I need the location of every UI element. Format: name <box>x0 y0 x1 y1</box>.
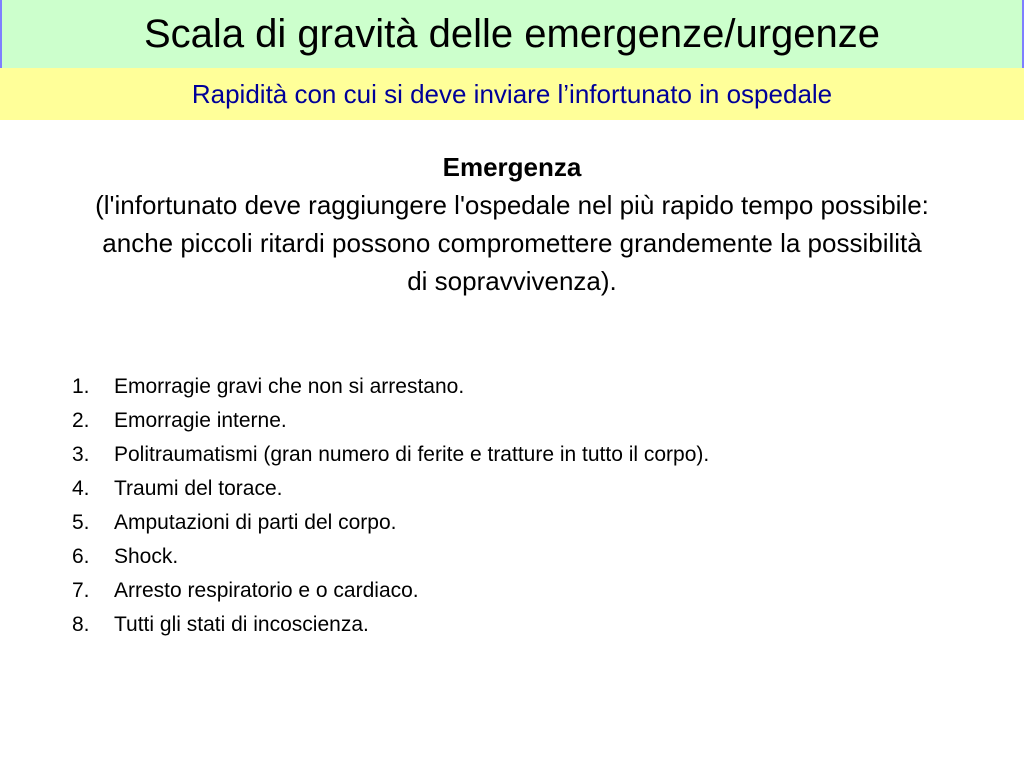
list-item-number: 5. <box>72 511 90 534</box>
title-bar <box>0 0 1024 68</box>
list-item <box>72 506 709 540</box>
subtitle-bar <box>0 68 1024 120</box>
section-description: (l'infortunato deve raggiungere l'ospedale nel più rapido tempo possibile: anche piccoli ritardi possono compromettere grandemente la possibilità di sopravvivenza). <box>95 190 929 296</box>
emergency-list <box>72 370 709 642</box>
list-item-text: Traumi del torace. <box>114 477 283 500</box>
page-title: Scala di gravità delle emergenze/urgenze <box>144 12 880 56</box>
list-item-text: Tutti gli stati di incoscienza. <box>114 613 369 636</box>
list-item <box>72 370 709 404</box>
list-item-number: 8. <box>72 613 90 636</box>
list-item <box>72 438 709 472</box>
list-item <box>72 404 709 438</box>
list-item-number: 2. <box>72 409 90 432</box>
list-item <box>72 472 709 506</box>
list-item-text: Arresto respiratorio e o cardiaco. <box>114 579 419 602</box>
section-heading: Emergenza <box>442 152 582 182</box>
list-item-text: Politraumatismi (gran numero di ferite e tratture in tutto il corpo). <box>114 443 710 466</box>
emergency-intro <box>90 148 934 300</box>
list-item <box>72 574 709 608</box>
list-item-number: 6. <box>72 545 90 568</box>
list-item <box>72 608 709 642</box>
list-item-text: Emorragie interne. <box>114 409 287 432</box>
list-item-text: Amputazioni di parti del corpo. <box>114 511 397 534</box>
list-item-text: Shock. <box>114 545 179 568</box>
list-item-number: 1. <box>72 375 90 398</box>
list-item-text: Emorragie gravi che non si arrestano. <box>114 375 465 398</box>
list-item-number: 4. <box>72 477 90 500</box>
list-item-number: 7. <box>72 579 90 602</box>
list-item-number: 3. <box>72 443 90 466</box>
list-item <box>72 540 709 574</box>
page-subtitle: Rapidità con cui si deve inviare l’infortunato in ospedale <box>191 78 833 109</box>
